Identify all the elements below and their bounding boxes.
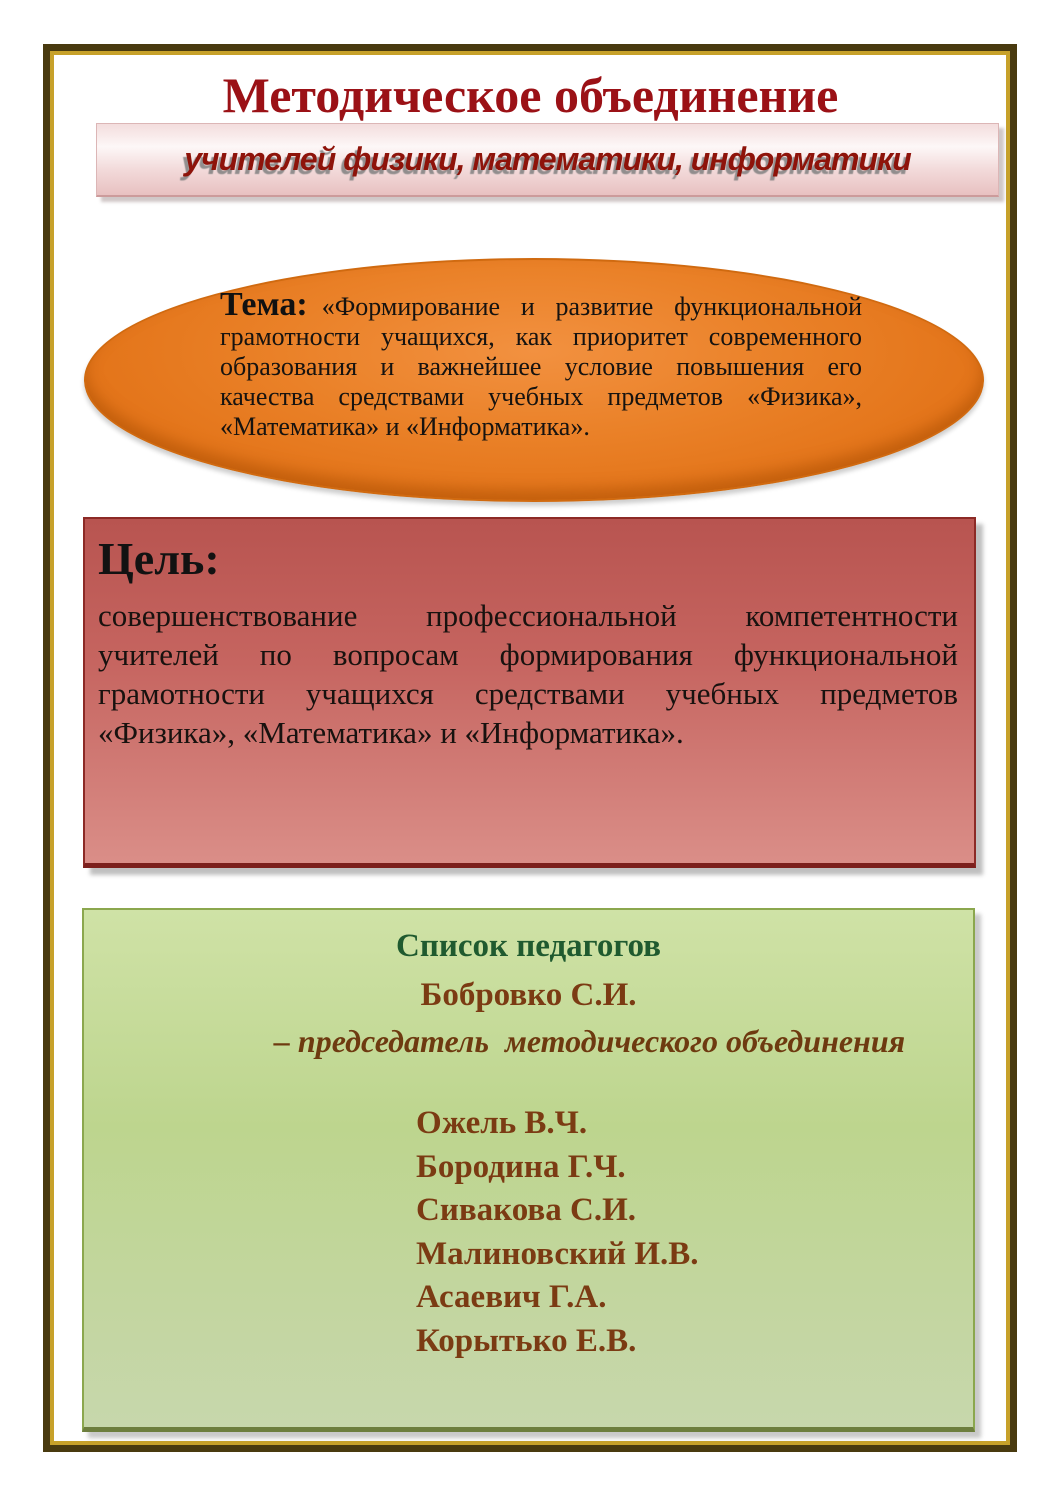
teacher-item: Ожель В.Ч.	[416, 1105, 588, 1141]
teachers-list	[84, 1102, 973, 1363]
teacher-item: Бородина Г.Ч.	[416, 1148, 626, 1185]
teacher-item: Корытько Е.В.	[416, 1322, 637, 1359]
subtitle-banner	[96, 123, 999, 197]
teacher-item: Малиновский И.В.	[416, 1235, 699, 1272]
teacher-item: Асаевич Г.А.	[416, 1279, 607, 1315]
page-title: Методическое объединение	[222, 67, 839, 123]
goal-label: Цель:	[98, 533, 220, 584]
teachers-box	[82, 908, 975, 1432]
subtitle-text: учителей физики, математики, информатики	[184, 141, 911, 177]
teacher-item: Сивакова С.И.	[416, 1192, 636, 1228]
goal-text: совершенствование профессиональной компетентности учителей по вопросам формирования функциональной грамотности учащихся средствами учебных предметов «Физика», «Математика» и «Информатика».	[98, 597, 958, 750]
chair-name: Бобровко С.И.	[420, 977, 637, 1013]
teachers-heading: Список педагогов	[395, 928, 661, 964]
theme-label: Тема:	[220, 286, 308, 323]
theme-ellipse	[84, 258, 984, 502]
theme-text: «Формирование и развитие функциональной грамотности учащихся, как приоритет современного образования и важнейшее условие повышения его качества средствами учебных предметов «Физика», «Математика» и «Информатика».	[220, 292, 862, 441]
goal-box	[83, 517, 976, 868]
chair-role: – председатель методического объединения	[273, 1023, 906, 1059]
theme-paragraph	[220, 286, 862, 442]
